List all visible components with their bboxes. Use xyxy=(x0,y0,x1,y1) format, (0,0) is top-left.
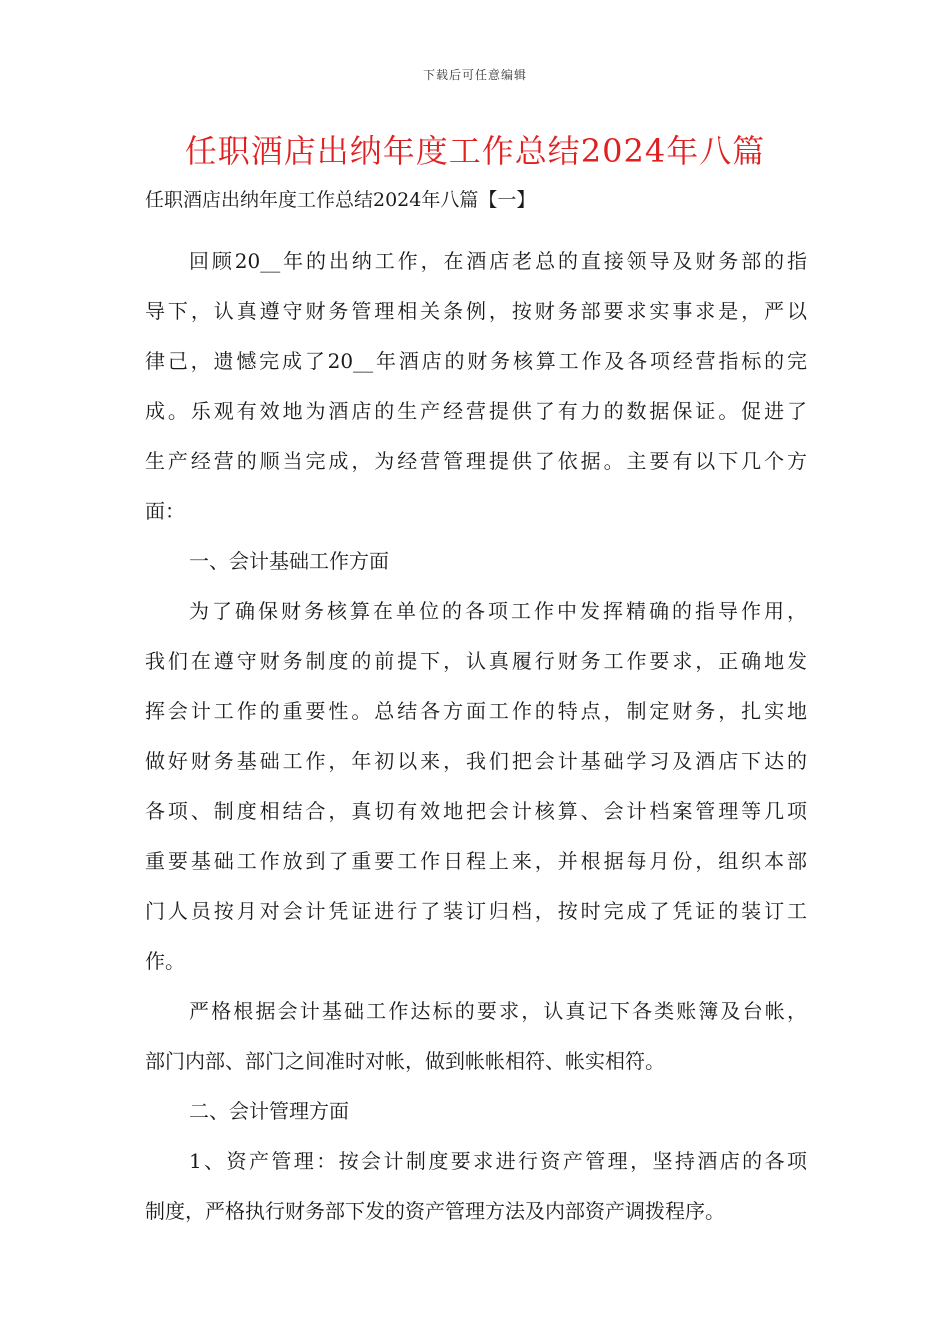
paragraph-line: 各项、制度相结合，真切有效地把会计核算、会计档案管理等几项 xyxy=(145,799,807,823)
paragraph-line: 门人员按月对会计凭证进行了装订归档，按时完成了凭证的装订工 xyxy=(145,899,807,923)
header-note: 下载后可任意编辑 xyxy=(422,68,527,82)
section-heading-accounting-basics: 一、会计基础工作方面 xyxy=(189,549,389,573)
section-heading-accounting-management: 二、会计管理方面 xyxy=(189,1099,349,1123)
paragraph-line: 律己，遗憾完成了20__年酒店的财务核算工作及各项经营指标的完 xyxy=(145,349,807,373)
paragraph-line: 成。乐观有效地为酒店的生产经营提供了有力的数据保证。促进了 xyxy=(145,399,807,423)
paragraph-ledgers xyxy=(145,986,807,1086)
paragraph-line: 挥会计工作的重要性。总结各方面工作的特点，制定财务，扎实地 xyxy=(145,699,807,723)
document-body xyxy=(145,186,807,1236)
paragraph-line: 回顾20__年的出纳工作，在酒店老总的直接领导及财务部的指 xyxy=(189,249,807,273)
paragraph-line: 做好财务基础工作，年初以来，我们把会计基础学习及酒店下达的 xyxy=(145,749,807,773)
paragraph-review xyxy=(145,236,807,536)
paragraph-line: 严格根据会计基础工作达标的要求，认真记下各类账簿及台帐， xyxy=(189,999,807,1023)
paragraph-line: 生产经营的顺当完成，为经营管理提供了依据。主要有以下几个方 xyxy=(145,449,807,473)
paragraph-line: 为了确保财务核算在单位的各项工作中发挥精确的指导作用， xyxy=(189,599,807,623)
paragraph-line: 1、资产管理：按会计制度要求进行资产管理，坚持酒店的各项 xyxy=(189,1149,807,1173)
paragraph-asset-management xyxy=(145,1136,807,1236)
paragraph-line: 作。 xyxy=(145,949,185,973)
paragraph-line: 制度，严格执行财务部下发的资产管理方法及内部资产调拨程序。 xyxy=(145,1199,725,1223)
paragraph-accounting-basics xyxy=(145,586,807,986)
paragraph-line: 导下，认真遵守财务管理相关条例，按财务部要求实事求是，严以 xyxy=(145,299,807,323)
document-subtitle: 任职酒店出纳年度工作总结2024年八篇【一】 xyxy=(145,189,536,211)
document-title: 任职酒店出纳年度工作总结2024年八篇 xyxy=(184,132,766,170)
paragraph-line: 部门内部、部门之间准时对帐，做到帐帐相符、帐实相符。 xyxy=(145,1049,665,1073)
paragraph-line: 面： xyxy=(145,499,185,523)
paragraph-line: 我们在遵守财务制度的前提下，认真履行财务工作要求，正确地发 xyxy=(145,649,807,673)
paragraph-line: 重要基础工作放到了重要工作日程上来，并根据每月份，组织本部 xyxy=(145,849,807,873)
